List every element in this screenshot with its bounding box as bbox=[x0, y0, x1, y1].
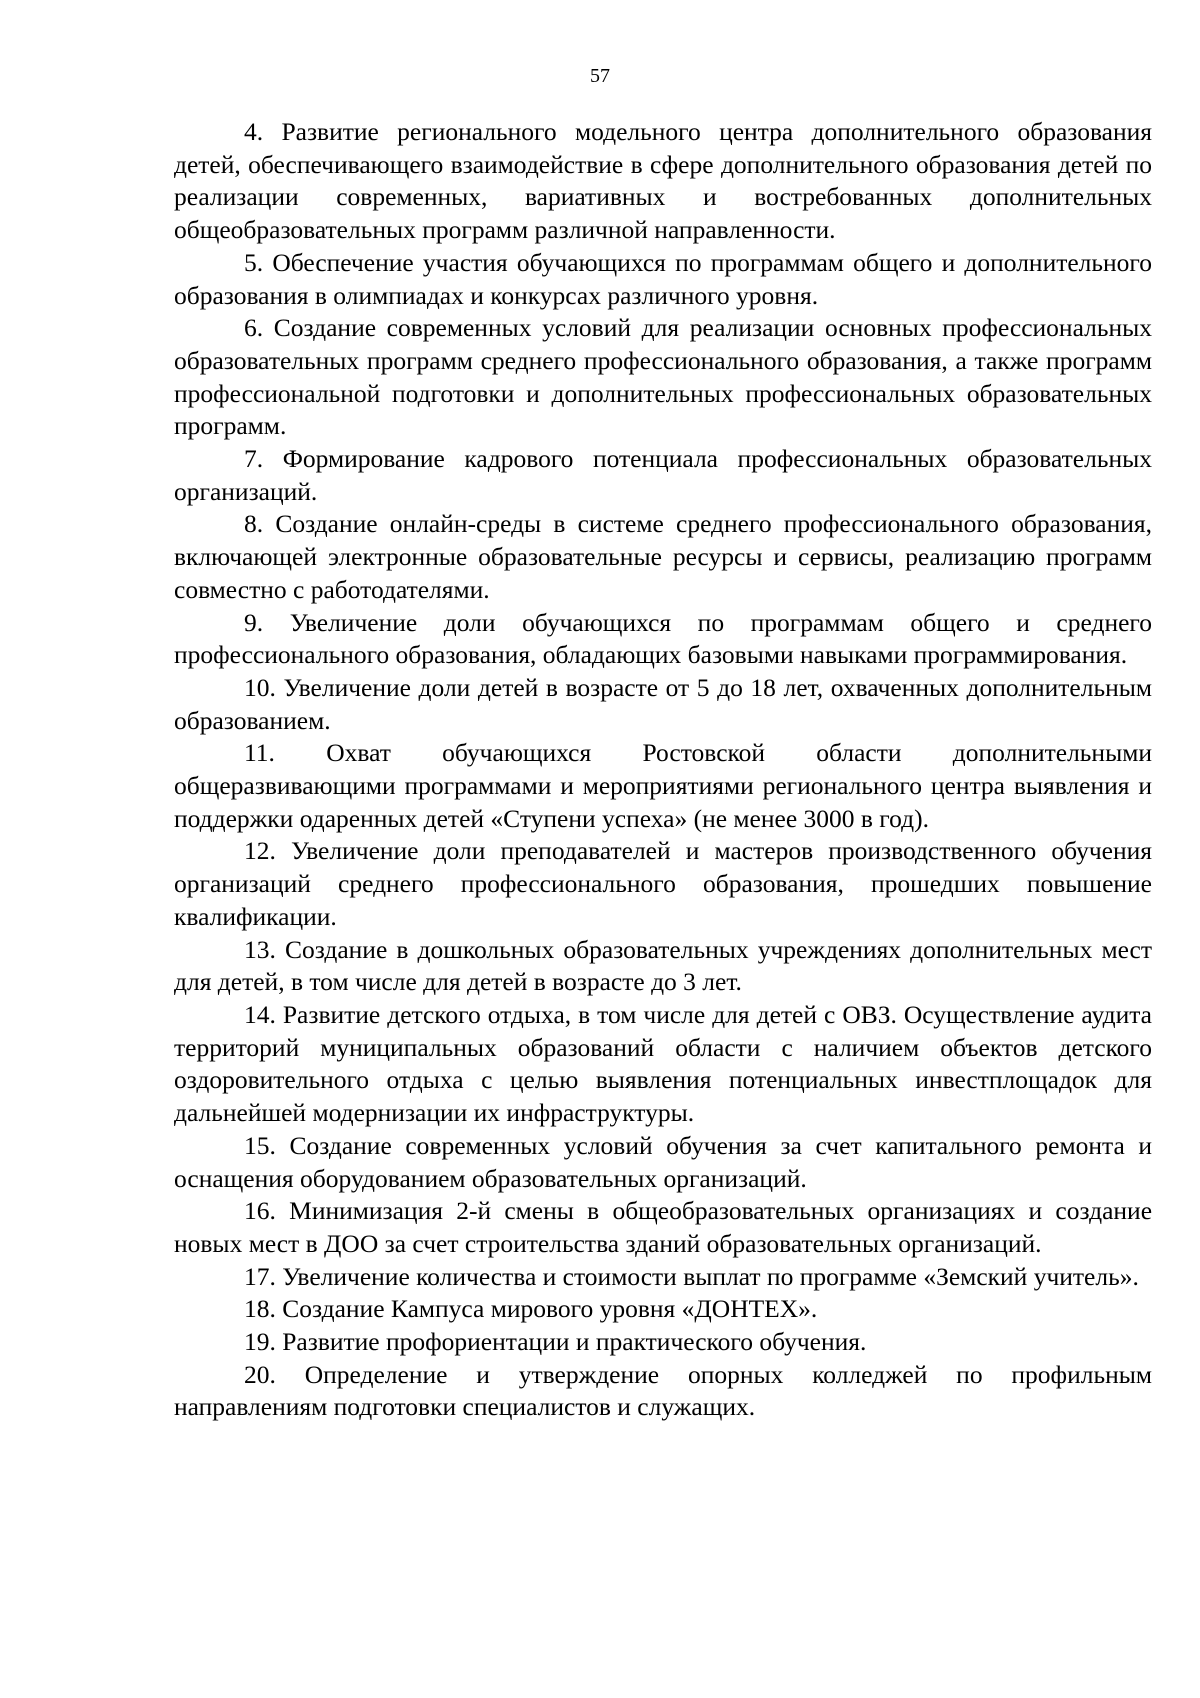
document-body bbox=[174, 116, 1152, 1424]
item-number: 14. bbox=[244, 999, 276, 1029]
list-item bbox=[174, 1130, 1152, 1195]
list-item bbox=[174, 607, 1152, 672]
item-number: 17. bbox=[244, 1261, 276, 1291]
page-number: 57 bbox=[590, 65, 610, 87]
list-item bbox=[174, 934, 1152, 999]
item-text: Минимизация 2-й смены в общеобразовательных организациях и создание новых мест в ДОО за счет строительства зданий образовательных организаций. bbox=[174, 1196, 1153, 1258]
item-number: 19. bbox=[244, 1327, 276, 1357]
item-number: 15. bbox=[244, 1130, 276, 1160]
item-text: Охват обучающихся Ростовской области дополнительными общеразвивающими программами и мероприятиями регионального центра выявления и поддержки одаренных детей «Ступени успеха» (не менее 3000 в год). bbox=[174, 738, 1152, 833]
item-number: 5. bbox=[244, 247, 264, 277]
list-item bbox=[174, 116, 1152, 247]
item-number: 12. bbox=[244, 836, 276, 866]
item-text: Создание современных условий обучения за счет капитального ремонта и оснащения оборудованием образовательных организаций. bbox=[174, 1130, 1153, 1193]
item-text: Увеличение количества и стоимости выплат по программе «Земский учитель». bbox=[282, 1261, 1139, 1291]
item-text: Создание Кампуса мирового уровня «ДОНТЕХ». bbox=[282, 1294, 818, 1324]
list-item bbox=[174, 1326, 1152, 1359]
item-text: Развитие профориентации и практического обучения. bbox=[282, 1327, 867, 1357]
item-text: Обеспечение участия обучающихся по программам общего и дополнительного образования в олимпиадах и конкурсах различного уровня. bbox=[174, 247, 1152, 310]
item-text: Увеличение доли детей в возрасте от 5 до 18 лет, охваченных дополнительным образованием. bbox=[174, 672, 1153, 735]
item-number: 13. bbox=[244, 934, 276, 964]
list-item bbox=[174, 835, 1152, 933]
item-text: Увеличение доли обучающихся по программам общего и среднего профессионального образования, обладающих базовыми навыками программирования. bbox=[174, 607, 1152, 670]
list-item bbox=[174, 1293, 1152, 1326]
item-number: 8. bbox=[244, 509, 264, 539]
list-item bbox=[174, 247, 1152, 312]
item-number: 4. bbox=[244, 117, 264, 146]
item-number: 10. bbox=[244, 672, 276, 702]
item-number: 7. bbox=[244, 444, 264, 474]
item-text: Увеличение доли преподавателей и мастеров производственного обучения организаций среднего профессионального образования, прошедших повышение квалификации. bbox=[174, 836, 1152, 931]
list-item bbox=[174, 1359, 1152, 1424]
list-item bbox=[174, 672, 1152, 737]
item-text: Определение и утверждение опорных колледжей по профильным направлениям подготовки специалистов и служащих. bbox=[174, 1359, 1152, 1422]
item-text: Создание онлайн-среды в системе среднего профессионального образования, включающей электронные образовательные ресурсы и сервисы, реализацию программ совместно с работодателями. bbox=[174, 509, 1153, 604]
item-number: 9. bbox=[244, 607, 264, 637]
item-text: Формирование кадрового потенциала профессиональных образовательных организаций. bbox=[174, 444, 1152, 506]
list-item bbox=[174, 999, 1152, 1130]
list-item bbox=[174, 312, 1152, 443]
item-number: 18. bbox=[244, 1294, 276, 1324]
list-item bbox=[174, 443, 1152, 508]
list-item bbox=[174, 737, 1152, 835]
item-text: Создание в дошкольных образовательных учреждениях дополнительных мест для детей, в том числе для детей в возрасте до 3 лет. bbox=[174, 934, 1153, 997]
item-number: 6. bbox=[244, 313, 264, 343]
item-text: Создание современных условий для реализации основных профессиональных образовательных программ среднего профессионального образования, а также программ профессиональной подготовки и дополнительных профессиональных образовательных программ. bbox=[174, 313, 1153, 441]
item-text: Развитие детского отдыха, в том числе для детей с ОВЗ. Осуществление аудита территорий муниципальных образований области с наличием объектов детского оздоровительного отдыха с целью выявления потенциальных инвестплощадок для дальнейшей модернизации их инфраструктуры. bbox=[174, 999, 1152, 1128]
list-item bbox=[174, 508, 1152, 606]
item-number: 16. bbox=[244, 1196, 276, 1226]
item-number: 20. bbox=[244, 1359, 276, 1389]
item-number: 11. bbox=[244, 738, 275, 768]
item-text: Развитие регионального модельного центра дополнительного образования детей, обеспечивающего взаимодействие в сфере дополнительного образования детей по реализации современных, вариативных и востребованных дополнительных общеобразовательных программ различной направленности. bbox=[174, 117, 1152, 245]
list-item bbox=[174, 1261, 1152, 1294]
list-item bbox=[174, 1195, 1152, 1260]
